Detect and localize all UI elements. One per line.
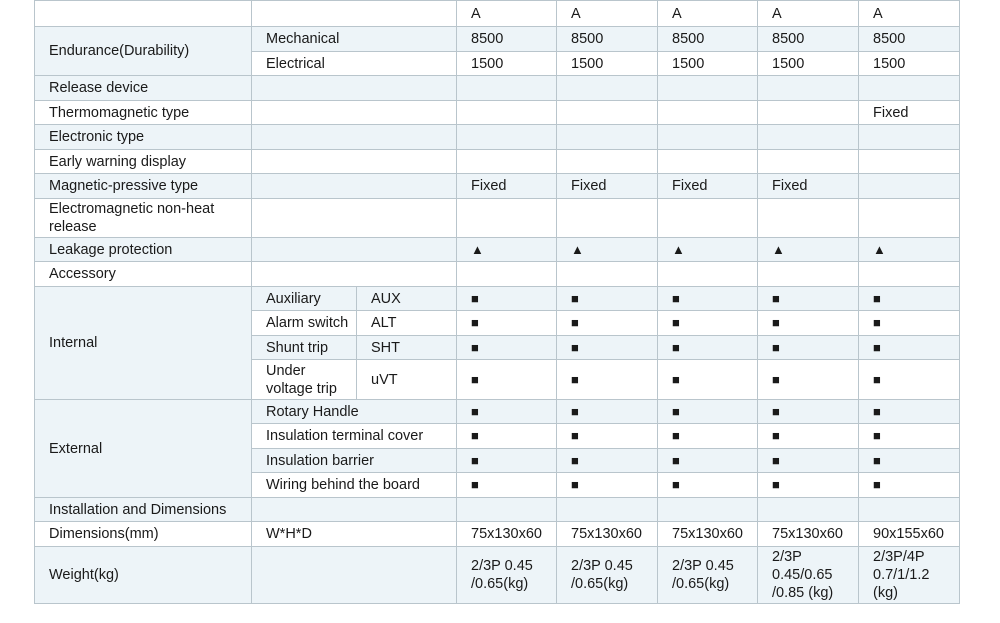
cell: A — [859, 1, 960, 27]
empty-cell — [758, 76, 859, 101]
square-icon: ■ — [758, 400, 859, 424]
cell: 2/3P 0.45/0.65 /0.85 (kg) — [758, 547, 859, 604]
row-label: External — [35, 400, 252, 498]
cell: 8500 — [557, 27, 658, 52]
square-icon: ■ — [557, 311, 658, 336]
row-label: Installation and Dimensions — [35, 498, 252, 522]
table-row — [35, 547, 960, 604]
square-icon: ■ — [457, 311, 557, 336]
square-icon: ■ — [557, 400, 658, 424]
table-row — [35, 125, 960, 150]
row-label: Leakage protection — [35, 238, 252, 262]
square-icon: ■ — [758, 360, 859, 400]
empty-cell — [658, 150, 758, 174]
empty-cell — [35, 1, 252, 27]
cell: 75x130x60 — [557, 522, 658, 547]
empty-cell — [658, 262, 758, 287]
code-label: SHT — [357, 336, 457, 360]
row-label: Thermomagnetic type — [35, 101, 252, 125]
square-icon: ■ — [758, 424, 859, 449]
empty-cell — [859, 498, 960, 522]
square-icon: ■ — [859, 336, 960, 360]
square-icon: ■ — [658, 311, 758, 336]
row-label: Early warning display — [35, 150, 252, 174]
cell: Fixed — [457, 174, 557, 199]
table-row — [35, 199, 960, 238]
cell: 1500 — [457, 52, 557, 76]
sub-label: Wiring behind the board — [252, 473, 457, 498]
row-label: Internal — [35, 287, 252, 400]
square-icon: ■ — [457, 336, 557, 360]
table-row — [35, 150, 960, 174]
empty-cell — [557, 150, 658, 174]
empty-cell — [252, 262, 457, 287]
square-icon: ■ — [859, 287, 960, 311]
square-icon: ■ — [457, 360, 557, 400]
empty-cell — [859, 125, 960, 150]
square-icon: ■ — [557, 449, 658, 473]
square-icon: ■ — [859, 473, 960, 498]
square-icon: ■ — [557, 424, 658, 449]
square-icon: ■ — [557, 287, 658, 311]
row-label: Endurance(Durability) — [35, 27, 252, 76]
square-icon: ■ — [859, 400, 960, 424]
row-label: Weight(kg) — [35, 547, 252, 604]
code-label: uVT — [357, 360, 457, 400]
empty-cell — [252, 238, 457, 262]
cell: 75x130x60 — [658, 522, 758, 547]
table-row — [35, 101, 960, 125]
empty-cell — [457, 262, 557, 287]
empty-cell — [457, 498, 557, 522]
sub-label: W*H*D — [252, 522, 457, 547]
spec-table — [34, 0, 960, 604]
cell: 8500 — [457, 27, 557, 52]
empty-cell — [859, 150, 960, 174]
sub-label: Electrical — [252, 52, 457, 76]
empty-cell — [758, 262, 859, 287]
square-icon: ■ — [658, 400, 758, 424]
sub-label: Insulation terminal cover — [252, 424, 457, 449]
square-icon: ■ — [859, 424, 960, 449]
empty-cell — [252, 498, 457, 522]
cell: 2/3P 0.45 /0.65(kg) — [658, 547, 758, 604]
triangle-icon: ▲ — [859, 238, 960, 262]
square-icon: ■ — [457, 473, 557, 498]
square-icon: ■ — [457, 424, 557, 449]
code-label: ALT — [357, 311, 457, 336]
table-row — [35, 1, 960, 27]
table-row — [35, 400, 960, 424]
empty-cell — [658, 125, 758, 150]
cell — [457, 101, 557, 125]
empty-cell — [859, 76, 960, 101]
row-label: Electromagnetic non-heat release — [35, 199, 252, 238]
cell: 75x130x60 — [758, 522, 859, 547]
square-icon: ■ — [859, 360, 960, 400]
empty-cell — [252, 547, 457, 604]
triangle-icon: ▲ — [758, 238, 859, 262]
empty-cell — [658, 498, 758, 522]
triangle-icon: ▲ — [557, 238, 658, 262]
cell: Fixed — [859, 101, 960, 125]
empty-cell — [758, 150, 859, 174]
empty-cell — [252, 174, 457, 199]
cell: A — [557, 1, 658, 27]
square-icon: ■ — [557, 336, 658, 360]
triangle-icon: ▲ — [658, 238, 758, 262]
row-label: Accessory — [35, 262, 252, 287]
table-row — [35, 498, 960, 522]
square-icon: ■ — [658, 287, 758, 311]
row-label: Electronic type — [35, 125, 252, 150]
cell — [859, 174, 960, 199]
row-label: Magnetic-pressive type — [35, 174, 252, 199]
cell: A — [457, 1, 557, 27]
code-label: AUX — [357, 287, 457, 311]
table-row — [35, 76, 960, 101]
empty-cell — [557, 125, 658, 150]
square-icon: ■ — [758, 336, 859, 360]
empty-cell — [557, 199, 658, 238]
empty-cell — [457, 125, 557, 150]
empty-cell — [252, 76, 457, 101]
cell — [658, 101, 758, 125]
empty-cell — [859, 199, 960, 238]
cell: A — [658, 1, 758, 27]
square-icon: ■ — [658, 424, 758, 449]
cell: 1500 — [758, 52, 859, 76]
empty-cell — [252, 1, 457, 27]
cell: Fixed — [658, 174, 758, 199]
table-row — [35, 174, 960, 199]
sub-label: Under voltage trip — [252, 360, 357, 400]
square-icon: ■ — [557, 473, 658, 498]
empty-cell — [457, 150, 557, 174]
sub-label: Rotary Handle — [252, 400, 457, 424]
square-icon: ■ — [859, 449, 960, 473]
square-icon: ■ — [658, 336, 758, 360]
empty-cell — [557, 262, 658, 287]
square-icon: ■ — [758, 449, 859, 473]
empty-cell — [252, 125, 457, 150]
empty-cell — [252, 101, 457, 125]
empty-cell — [252, 199, 457, 238]
empty-cell — [658, 76, 758, 101]
square-icon: ■ — [658, 449, 758, 473]
cell: 8500 — [658, 27, 758, 52]
sub-label: Insulation barrier — [252, 449, 457, 473]
empty-cell — [252, 150, 457, 174]
cell: 75x130x60 — [457, 522, 557, 547]
cell: 2/3P 0.45 /0.65(kg) — [457, 547, 557, 604]
square-icon: ■ — [457, 287, 557, 311]
cell: 2/3P/4P 0.7/1/1.2 (kg) — [859, 547, 960, 604]
sub-label: Auxiliary — [252, 287, 357, 311]
square-icon: ■ — [457, 400, 557, 424]
cell: 2/3P 0.45 /0.65(kg) — [557, 547, 658, 604]
sub-label: Shunt trip — [252, 336, 357, 360]
square-icon: ■ — [758, 287, 859, 311]
empty-cell — [457, 76, 557, 101]
cell — [758, 101, 859, 125]
triangle-icon: ▲ — [457, 238, 557, 262]
cell: 1500 — [859, 52, 960, 76]
square-icon: ■ — [658, 473, 758, 498]
cell: Fixed — [758, 174, 859, 199]
cell: 8500 — [758, 27, 859, 52]
empty-cell — [658, 199, 758, 238]
table-row — [35, 287, 960, 311]
square-icon: ■ — [758, 473, 859, 498]
square-icon: ■ — [758, 311, 859, 336]
square-icon: ■ — [859, 311, 960, 336]
cell: 8500 — [859, 27, 960, 52]
cell: A — [758, 1, 859, 27]
table-row — [35, 27, 960, 52]
empty-cell — [758, 125, 859, 150]
table-row — [35, 522, 960, 547]
table-row — [35, 262, 960, 287]
sub-label: Mechanical — [252, 27, 457, 52]
square-icon: ■ — [658, 360, 758, 400]
empty-cell — [859, 262, 960, 287]
table-row — [35, 238, 960, 262]
row-label: Dimensions(mm) — [35, 522, 252, 547]
cell — [557, 101, 658, 125]
cell: 90x155x60 — [859, 522, 960, 547]
square-icon: ■ — [457, 449, 557, 473]
row-label: Release device — [35, 76, 252, 101]
square-icon: ■ — [557, 360, 658, 400]
empty-cell — [557, 76, 658, 101]
cell: 1500 — [658, 52, 758, 76]
empty-cell — [557, 498, 658, 522]
cell: Fixed — [557, 174, 658, 199]
empty-cell — [457, 199, 557, 238]
empty-cell — [758, 199, 859, 238]
empty-cell — [758, 498, 859, 522]
cell: 1500 — [557, 52, 658, 76]
sub-label: Alarm switch — [252, 311, 357, 336]
